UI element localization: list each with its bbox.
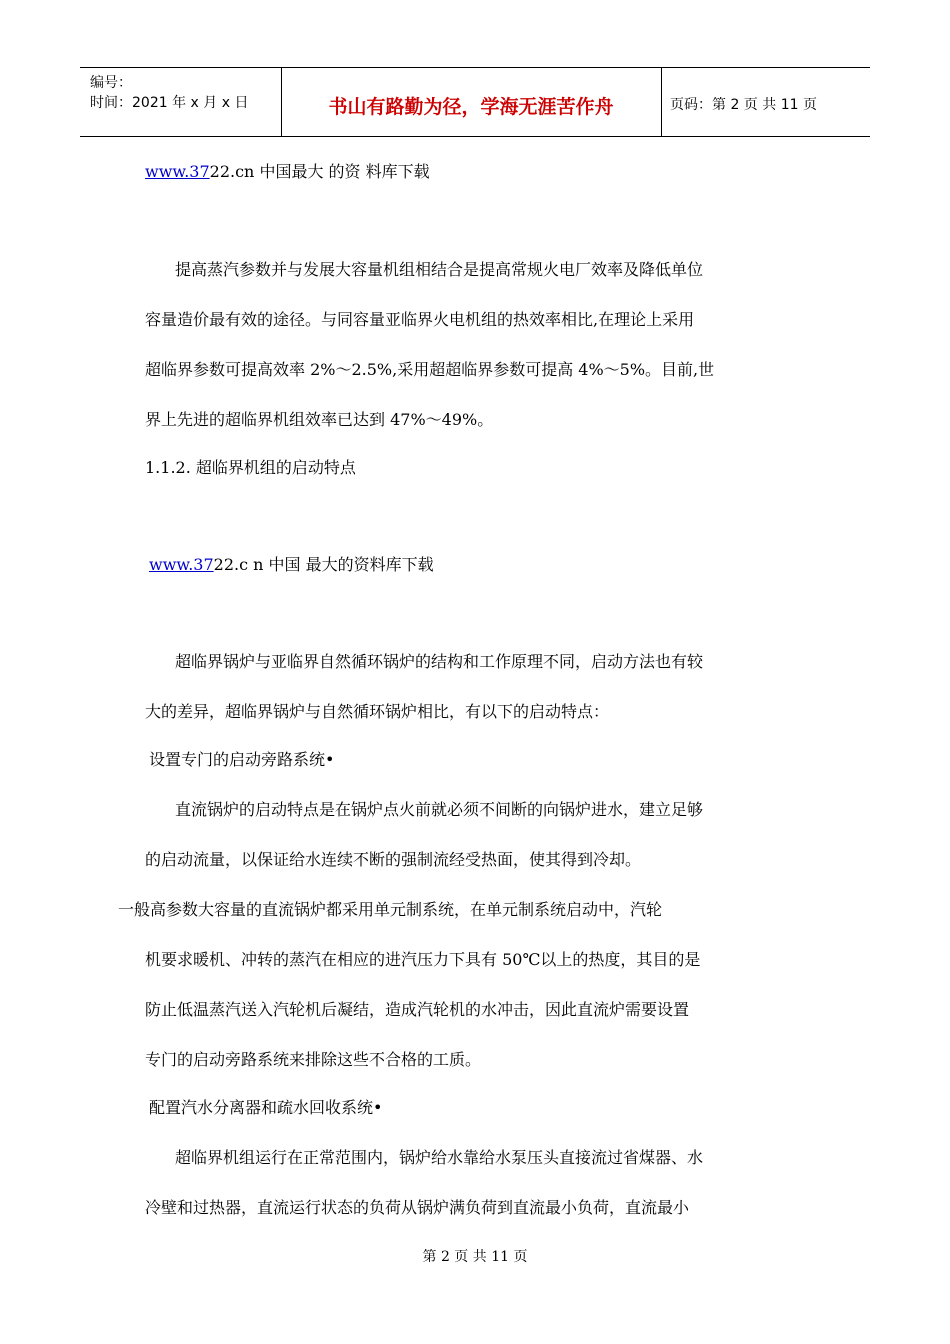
ad-line-1 <box>145 162 430 182</box>
paragraph-1-line-2: 容量造价最有效的途径。与同容量亚临界火电机组的热效率相比,在理论上采用 <box>145 310 695 329</box>
document-number-label: 编号： <box>90 75 132 91</box>
paragraph-3-line-1: 直流锅炉的启动特点是在锅炉点火前就必须不间断的向锅炉进水，建立足够 <box>175 800 704 819</box>
paragraph-3-line-4: 机要求暖机、冲转的蒸汽在相应的进汽压力下具有 50℃以上的热度，其目的是 <box>145 950 701 969</box>
ad-link-1[interactable]: www.37 <box>145 162 210 181</box>
paragraph-3-line-2: 的启动流量，以保证给水连续不断的强制流经受热面，使其得到冷却。 <box>145 850 642 869</box>
ad-link-2[interactable]: www.37 <box>149 555 214 574</box>
document-date: 时间：2021 年 x 月 x 日 <box>90 95 249 111</box>
header-motto: 书山有路勤为径，学海无涯苦作舟 <box>328 96 614 118</box>
subheading-separator-system: 配置汽水分离器和疏水回收系统• <box>149 1098 383 1117</box>
header-motto-cell <box>281 68 662 136</box>
paragraph-2-line-1: 超临界锅炉与亚临界自然循环锅炉的结构和工作原理不同，启动方法也有较 <box>175 652 704 671</box>
header-page-info: 页码：第 2 页 共 11 页 <box>670 97 817 113</box>
ad-text-1: 22.cn 中国最大 的资 料库下载 <box>209 162 430 181</box>
paragraph-3-line-3: 一般高参数大容量的直流锅炉都采用单元制系统，在单元制系统启动中，汽轮 <box>118 900 663 919</box>
section-heading: 1.1.2. 超临界机组的启动特点 <box>145 458 356 477</box>
header-meta <box>80 68 282 136</box>
paragraph-3-line-5: 防止低温蒸汽送入汽轮机后凝结，造成汽轮机的水冲击，因此直流炉需要设置 <box>145 1000 690 1019</box>
ad-line-2 <box>149 555 434 575</box>
paragraph-1-line-1: 提高蒸汽参数并与发展大容量机组相结合是提高常规火电厂效率及降低单位 <box>175 260 704 279</box>
paragraph-3-line-6: 专门的启动旁路系统来排除这些不合格的工质。 <box>145 1050 482 1069</box>
paragraph-4-line-2: 冷壁和过热器，直流运行状态的负荷从锅炉满负荷到直流最小负荷，直流最小 <box>145 1198 690 1217</box>
header-page-cell <box>661 68 870 136</box>
paragraph-2-line-2: 大的差异，超临界锅炉与自然循环锅炉相比，有以下的启动特点： <box>145 702 610 721</box>
paragraph-1-line-3: 超临界参数可提高效率 2%～2.5%,采用超超临界参数可提高 4%～5%。目前,世 <box>145 360 715 379</box>
ad-text-2: 22.c n 中国 最大的资料库下载 <box>213 555 434 574</box>
paragraph-1-line-4: 界上先进的超临界机组效率已达到 47%～49%。 <box>145 410 494 429</box>
paragraph-4-line-1: 超临界机组运行在正常范围内，锅炉给水靠给水泵压头直接流过省煤器、水 <box>175 1148 704 1167</box>
subheading-bypass-system: 设置专门的启动旁路系统• <box>149 750 335 769</box>
page-header <box>80 67 870 137</box>
page-footer: 第 2 页 共 11 页 <box>422 1249 528 1265</box>
